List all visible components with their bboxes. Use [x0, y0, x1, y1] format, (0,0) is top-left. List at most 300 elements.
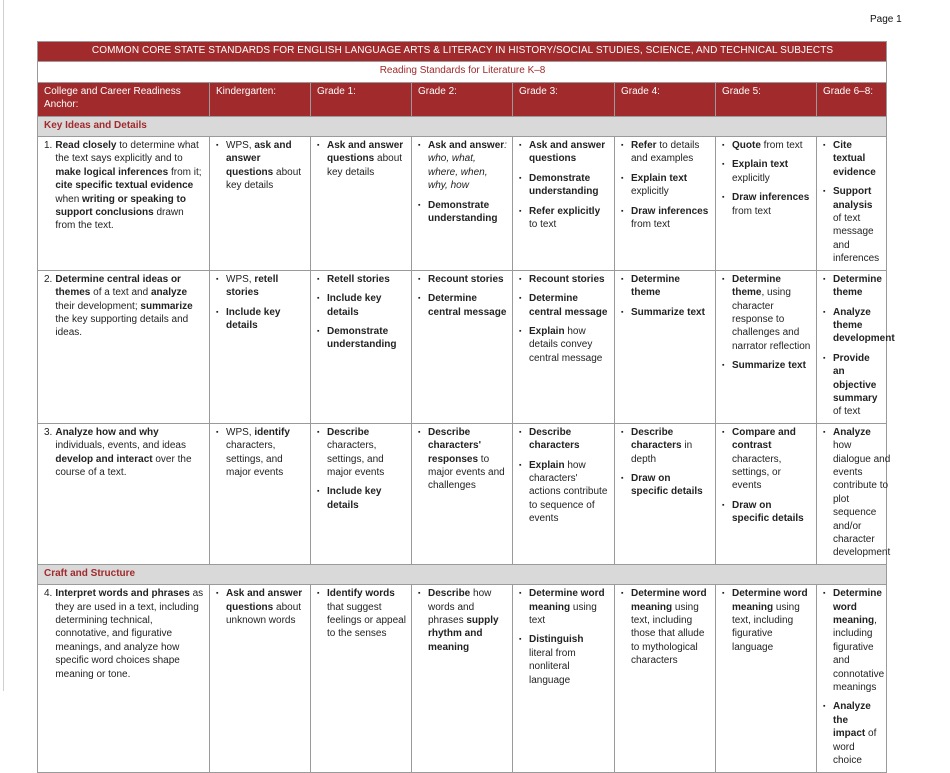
- square-bullet-icon: ▪: [823, 142, 826, 150]
- section-row: [38, 116, 887, 136]
- bullet-text: [226, 426, 305, 480]
- text-run: Describe characters' responses: [428, 426, 481, 465]
- bullet-item: [216, 306, 305, 333]
- text-run: how words and phrases: [428, 588, 492, 627]
- square-bullet-icon: ▪: [621, 275, 624, 283]
- text-run: Determine central ideas or themes: [55, 273, 181, 299]
- square-bullet-icon: ▪: [519, 295, 522, 303]
- column-header: Kindergarten:: [210, 82, 311, 116]
- text-run: Draw inferences: [631, 205, 709, 217]
- square-bullet-icon: ▪: [317, 488, 320, 496]
- bullet-item: [722, 273, 811, 353]
- bullet-text: [631, 205, 710, 232]
- text-run: of text message and inferences: [833, 213, 880, 265]
- bullet-text: [428, 587, 507, 654]
- bullet-item: [519, 172, 609, 199]
- standard-row: [38, 423, 887, 564]
- square-bullet-icon: ▪: [621, 428, 624, 436]
- bullet-text: [732, 158, 811, 185]
- text-run: Determine theme: [732, 273, 781, 299]
- square-bullet-icon: ▪: [722, 362, 725, 370]
- grade-cell: [210, 423, 311, 564]
- text-run: Ask and answer questions: [327, 140, 404, 165]
- text-run: Ask and answer questions: [226, 588, 303, 613]
- bullet-item: [519, 587, 609, 627]
- bullet-item: [621, 306, 710, 319]
- bullet-text: [529, 325, 609, 365]
- bullet-item: [823, 352, 881, 419]
- grade-cell: [513, 270, 615, 423]
- text-run: Demonstrate understanding: [327, 325, 397, 351]
- document-subtitle: Reading Standards for Literature K–8: [38, 62, 887, 82]
- square-bullet-icon: ▪: [418, 295, 421, 303]
- text-run: of a text and: [90, 287, 151, 299]
- square-bullet-icon: ▪: [722, 275, 725, 283]
- bullet-text: [833, 700, 881, 767]
- bullet-item: [418, 292, 507, 319]
- text-run: Include key details: [226, 306, 281, 331]
- bullet-text: [732, 191, 811, 218]
- text-run: to determine what the text says explicitly and to: [55, 140, 199, 165]
- text-run: about unknown words: [226, 601, 302, 627]
- bullet-text: [226, 306, 305, 333]
- text-run: Identify words: [327, 588, 395, 600]
- bullet-text: [327, 485, 406, 512]
- bullet-text: [529, 139, 609, 166]
- square-bullet-icon: ▪: [317, 295, 320, 303]
- square-bullet-icon: ▪: [621, 474, 624, 482]
- bullet-item: [418, 426, 507, 493]
- text-run: Explain text: [732, 159, 789, 171]
- square-bullet-icon: ▪: [216, 275, 219, 283]
- text-run: WPS,: [226, 426, 255, 438]
- square-bullet-icon: ▪: [418, 590, 421, 598]
- bullet-item: [621, 205, 710, 232]
- bullet-item: [418, 587, 507, 654]
- text-run: Determine word meaning: [833, 588, 882, 627]
- bullet-text: [732, 359, 811, 372]
- bullet-item: [722, 587, 811, 654]
- bullet-text: [732, 587, 811, 654]
- text-run: Support analysis: [833, 186, 873, 211]
- grade-cell: [716, 585, 817, 772]
- square-bullet-icon: ▪: [216, 590, 219, 598]
- bullet-item: [519, 273, 609, 286]
- column-header: College and Career Readiness Anchor:: [38, 82, 210, 116]
- bullet-text: [327, 273, 406, 286]
- page-number: Page 1: [870, 14, 902, 25]
- text-run: Include key details: [327, 486, 382, 511]
- text-run: Recount stories: [529, 273, 605, 285]
- section-title: Key Ideas and Details: [38, 116, 887, 136]
- text-run: Explain: [529, 459, 565, 471]
- text-run: characters, settings, and major events: [327, 440, 385, 478]
- column-header: Grade 4:: [615, 82, 716, 116]
- square-bullet-icon: ▪: [519, 207, 522, 215]
- bullet-text: [631, 472, 710, 499]
- text-run: Quote: [732, 140, 761, 152]
- text-run: using text, including figurative language: [732, 601, 800, 653]
- text-run: in depth: [631, 440, 693, 465]
- text-run: Explain: [529, 325, 565, 337]
- bullet-text: [833, 587, 884, 694]
- square-bullet-icon: ▪: [216, 142, 219, 150]
- text-run: Determine central message: [529, 293, 608, 318]
- bullet-item: [722, 359, 811, 372]
- text-run: develop and interact: [55, 453, 153, 465]
- bullet-item: [519, 205, 609, 232]
- square-bullet-icon: ▪: [722, 142, 725, 150]
- text-run: Determine word meaning: [732, 588, 808, 613]
- square-bullet-icon: ▪: [519, 174, 522, 182]
- square-bullet-icon: ▪: [519, 590, 522, 598]
- grade-cell: [615, 137, 716, 271]
- column-header: Grade 1:: [311, 82, 412, 116]
- column-header: Grade 3:: [513, 82, 615, 116]
- bullet-text: [732, 139, 811, 152]
- text-run: Determine theme: [631, 273, 680, 299]
- bullet-text: [428, 139, 507, 193]
- grade-cell: [716, 137, 817, 271]
- anchor-cell: [38, 423, 210, 564]
- square-bullet-icon: ▪: [823, 590, 826, 598]
- bullet-text: [428, 273, 507, 286]
- grade-cell: [817, 270, 895, 423]
- bullet-text: [428, 426, 507, 493]
- grade-cell: [412, 270, 513, 423]
- square-bullet-icon: ▪: [823, 354, 826, 362]
- bullet-item: [519, 139, 609, 166]
- bullet-text: [226, 273, 305, 300]
- text-run: explicitly: [732, 172, 770, 184]
- text-run: Draw on specific details: [631, 472, 703, 498]
- bullet-item: [823, 426, 891, 560]
- square-bullet-icon: ▪: [621, 308, 624, 316]
- bullet-item: [722, 191, 811, 218]
- text-run: summarize: [140, 300, 193, 312]
- bullet-text: [631, 139, 710, 166]
- text-run: WPS,: [226, 273, 255, 285]
- bullet-item: [216, 426, 305, 480]
- text-run: explicitly: [631, 186, 669, 198]
- bullet-text: [631, 273, 710, 300]
- square-bullet-icon: ▪: [621, 142, 624, 150]
- bullet-text: [529, 205, 609, 232]
- text-run: Cite textual evidence: [833, 140, 876, 178]
- text-run: Determine theme: [833, 273, 882, 299]
- text-run: to major events and challenges: [428, 453, 505, 492]
- text-run: Summarize text: [732, 360, 806, 372]
- square-bullet-icon: ▪: [418, 142, 421, 150]
- bullet-item: [418, 139, 507, 193]
- bullet-text: [529, 426, 609, 453]
- square-bullet-icon: ▪: [621, 174, 624, 182]
- text-run: Draw on specific details: [732, 499, 804, 525]
- square-bullet-icon: ▪: [621, 207, 624, 215]
- text-run: to details and examples: [631, 140, 700, 165]
- bullet-item: [519, 325, 609, 365]
- grade-cell: [513, 585, 615, 772]
- square-bullet-icon: ▪: [317, 590, 320, 598]
- text-run: Retell stories: [327, 273, 390, 285]
- square-bullet-icon: ▪: [418, 428, 421, 436]
- bullet-text: [833, 306, 895, 346]
- text-run: Include key details: [327, 293, 382, 318]
- anchor-number: 1.: [44, 140, 53, 152]
- section-row: [38, 564, 887, 584]
- square-bullet-icon: ▪: [823, 308, 826, 316]
- bullet-text: [732, 426, 811, 493]
- text-run: when: [55, 193, 83, 205]
- square-bullet-icon: ▪: [418, 275, 421, 283]
- text-run: , using character response to challenges and narrator reflection: [732, 287, 811, 352]
- text-run: from text: [760, 140, 803, 152]
- grade-cell: [615, 585, 716, 772]
- bullet-text: [529, 172, 609, 199]
- bullet-item: [216, 139, 305, 193]
- text-run: individuals, events, and ideas: [55, 440, 186, 452]
- anchor-text: [55, 139, 204, 233]
- grade-cell: [615, 270, 716, 423]
- square-bullet-icon: ▪: [621, 590, 624, 598]
- bullet-text: [833, 352, 881, 419]
- bullet-text: [631, 172, 710, 199]
- square-bullet-icon: ▪: [722, 501, 725, 509]
- square-bullet-icon: ▪: [823, 428, 826, 436]
- page-edge-line: [3, 0, 4, 691]
- square-bullet-icon: ▪: [317, 142, 320, 150]
- grade-cell: [817, 423, 891, 564]
- text-run: Demonstrate understanding: [529, 172, 599, 198]
- bullet-item: [823, 139, 881, 179]
- text-run: Determine central message: [428, 293, 507, 318]
- text-run: from it;: [168, 166, 202, 178]
- bullet-text: [226, 139, 305, 193]
- text-run: writing or speaking to support conclusions: [55, 193, 186, 219]
- anchor-text: [55, 273, 204, 340]
- bullet-text: [529, 292, 609, 319]
- text-run: about key details: [327, 153, 403, 178]
- text-run: over the course of a text.: [55, 453, 192, 478]
- text-run: identify: [254, 426, 290, 438]
- text-run: the key supporting details and ideas.: [55, 313, 189, 339]
- square-bullet-icon: ▪: [317, 428, 320, 436]
- text-run: Explain text: [631, 172, 688, 184]
- bullet-item: [722, 158, 811, 185]
- square-bullet-icon: ▪: [722, 428, 725, 436]
- grade-cell: [716, 423, 817, 564]
- text-run: characters, settings, and major events: [226, 440, 284, 478]
- section-title: Craft and Structure: [38, 564, 887, 584]
- square-bullet-icon: ▪: [823, 188, 826, 196]
- bullet-item: [317, 292, 406, 319]
- grade-cell: [817, 585, 887, 772]
- bullet-item: [823, 700, 881, 767]
- text-run: Analyze theme development: [833, 306, 895, 345]
- grade-cell: [716, 270, 817, 423]
- bullet-item: [519, 633, 609, 687]
- text-run: Ask and answer questions: [529, 140, 606, 165]
- bullet-text: [327, 292, 406, 319]
- grade-cell: [210, 585, 311, 772]
- square-bullet-icon: ▪: [519, 461, 522, 469]
- text-run: retell stories: [226, 273, 279, 299]
- column-header: Grade 2:: [412, 82, 513, 116]
- bullet-item: [317, 325, 406, 352]
- text-run: Refer explicitly: [529, 205, 601, 217]
- text-run: of word choice: [833, 728, 877, 767]
- text-run: Draw inferences: [732, 192, 810, 204]
- text-run: how characters' actions contribute to sequence of events: [529, 459, 608, 525]
- text-run: how details convey central message: [529, 325, 603, 364]
- grade-cell: [412, 137, 513, 271]
- bullet-item: [418, 273, 507, 286]
- text-run: Read closely: [55, 140, 117, 152]
- grade-cell: [210, 137, 311, 271]
- text-run: ask and answer questions: [226, 140, 292, 178]
- anchor-number: 4.: [44, 588, 53, 600]
- square-bullet-icon: ▪: [823, 275, 826, 283]
- square-bullet-icon: ▪: [216, 308, 219, 316]
- bullet-item: [216, 587, 305, 627]
- bullet-item: [519, 292, 609, 319]
- text-run: their development;: [55, 300, 141, 312]
- bullet-item: [621, 472, 710, 499]
- bullet-text: [428, 199, 507, 226]
- text-run: Compare and contrast: [732, 426, 796, 452]
- text-run: literal from nonliteral language: [529, 647, 576, 686]
- bullet-text: [631, 306, 710, 319]
- grade-cell: [311, 270, 412, 423]
- grade-cell: [817, 137, 887, 271]
- text-run: Ask and answer: [428, 140, 505, 152]
- bullet-text: [529, 273, 609, 286]
- text-run: from text: [732, 205, 771, 217]
- text-run: that suggest feelings or appeal to the senses: [327, 601, 406, 640]
- square-bullet-icon: ▪: [519, 275, 522, 283]
- bullet-item: [519, 426, 609, 453]
- anchor-cell: [38, 137, 210, 271]
- text-run: Determine word meaning: [631, 588, 707, 613]
- text-run: make logical inferences: [55, 166, 169, 178]
- text-run: cite specific textual evidence: [55, 180, 194, 192]
- bullet-item: [621, 139, 710, 166]
- square-bullet-icon: ▪: [519, 428, 522, 436]
- text-run: using text, including those that allude to mythological characters: [631, 601, 705, 667]
- grade-cell: [210, 270, 311, 423]
- column-header: Grade 6–8:: [817, 82, 887, 116]
- text-run: Provide an objective summary: [833, 352, 878, 404]
- text-run: Recount stories: [428, 273, 504, 285]
- anchor-cell: [38, 270, 210, 423]
- grade-cell: [615, 423, 716, 564]
- bullet-text: [631, 587, 710, 667]
- text-run: WPS,: [226, 140, 255, 152]
- bullet-item: [317, 485, 406, 512]
- anchor-text: [55, 426, 204, 480]
- bullet-item: [317, 587, 406, 641]
- standard-row: [38, 137, 887, 271]
- square-bullet-icon: ▪: [418, 201, 421, 209]
- bullet-item: [216, 273, 305, 300]
- bullet-text: [529, 459, 609, 526]
- bullet-text: [327, 325, 406, 352]
- bullet-item: [722, 139, 811, 152]
- text-run: Summarize text: [631, 306, 705, 318]
- text-run: of text: [833, 406, 861, 418]
- text-run: Describe: [327, 426, 370, 438]
- standards-table: [37, 41, 895, 773]
- text-run: analyze: [150, 287, 188, 299]
- text-run: Determine word meaning: [529, 588, 605, 613]
- bullet-text: [327, 139, 406, 179]
- bullet-item: [722, 426, 811, 493]
- anchor-number: 3.: [44, 426, 53, 438]
- standard-row: [38, 585, 887, 772]
- text-run: Demonstrate understanding: [428, 199, 498, 225]
- text-run: as they are used in a text, including determining technical, connotative, and figurative meanings, and analyze how specific word choices shape meaning or tone.: [55, 588, 204, 680]
- bullet-text: [833, 426, 890, 560]
- bullet-item: [722, 499, 811, 526]
- bullet-item: [317, 273, 406, 286]
- bullet-text: [732, 273, 811, 353]
- bullet-item: [621, 426, 710, 466]
- grade-cell: [311, 585, 412, 772]
- document-banner: COMMON CORE STATE STANDARDS FOR ENGLISH LANGUAGE ARTS & LITERACY IN HISTORY/SOCIAL STUDIES, SCIENCE, AND TECHNICAL SUBJECTS: [38, 42, 887, 62]
- text-run: Distinguish: [529, 634, 584, 646]
- text-run: , including figurative and connotative meanings: [833, 615, 885, 694]
- text-run: Analyze: [833, 426, 871, 438]
- grade-cell: [412, 423, 513, 564]
- bullet-item: [519, 459, 609, 526]
- bullet-item: [823, 587, 885, 694]
- bullet-text: [732, 499, 811, 526]
- standard-row: [38, 270, 887, 423]
- text-run: Refer: [631, 140, 657, 152]
- text-run: Interpret words and phrases: [55, 588, 190, 600]
- square-bullet-icon: ▪: [722, 590, 725, 598]
- bullet-text: [631, 426, 710, 466]
- bullet-item: [823, 273, 881, 300]
- grade-cell: [311, 423, 412, 564]
- grade-cell: [311, 137, 412, 271]
- square-bullet-icon: ▪: [722, 161, 725, 169]
- bullet-item: [317, 426, 406, 480]
- text-run: characters, settings, or events: [732, 453, 782, 492]
- square-bullet-icon: ▪: [519, 142, 522, 150]
- column-header: Grade 5:: [716, 82, 817, 116]
- bullet-item: [317, 139, 406, 179]
- text-run: about key details: [226, 166, 302, 192]
- anchor-number: 2.: [44, 273, 53, 285]
- text-run: using text: [529, 601, 597, 627]
- bullet-text: [428, 292, 507, 319]
- bullet-item: [621, 587, 710, 667]
- bullet-text: [226, 587, 305, 627]
- bullet-text: [833, 185, 881, 265]
- grade-cell: [513, 137, 615, 271]
- bullet-text: [327, 426, 406, 480]
- text-run: : who, what, where, when, why, how: [428, 140, 507, 192]
- bullet-item: [823, 185, 881, 265]
- bullet-text: [833, 273, 882, 300]
- anchor-cell: [38, 585, 210, 772]
- text-run: Describe characters: [631, 426, 682, 452]
- square-bullet-icon: ▪: [519, 327, 522, 335]
- bullet-item: [418, 199, 507, 226]
- square-bullet-icon: ▪: [216, 428, 219, 436]
- column-header-row: [38, 82, 887, 116]
